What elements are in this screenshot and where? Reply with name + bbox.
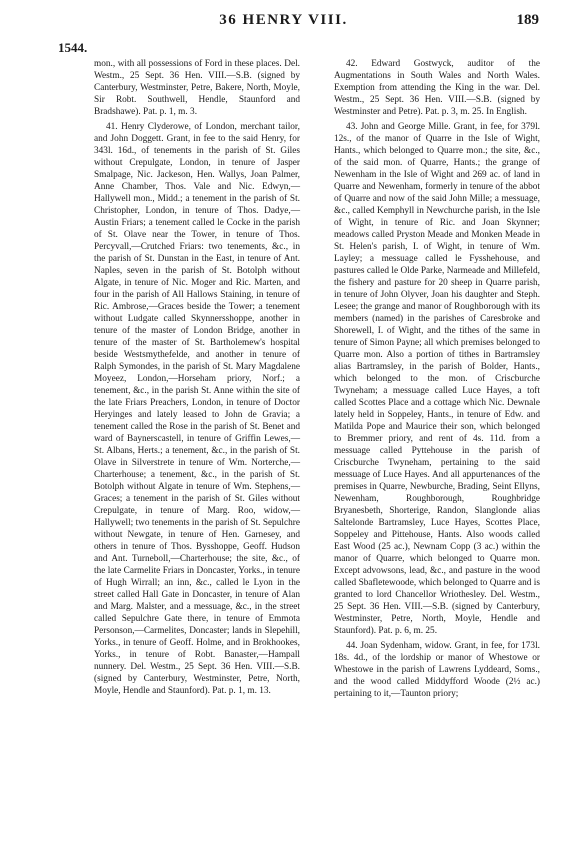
page-number: 189	[516, 12, 539, 28]
running-title: 36 HENRY VIII.	[219, 12, 348, 28]
entry-43: 43. John and George Mille. Grant, in fee, for 379l. 12s., of the manor of Quarre in the Isle of Wight, Hants., which belonged to Quarre mon.; the site, &c., of the said mon. of Quarre, Hants.; the grange of Newenham in the Isle of Wight and 269 ac. of land in Quarre and Newenham, formerly in tenure of the abbot of Quarre and now of the said John Mille; a messuage, &c., called Kemphyll in Newchurche parish, in the Isle of Wight, in tenure of Ric. and Joan Skynner; meadows called Pryston Meade and Monken Meade in St. Helen's parish, I. of Wight, in tenure of Wm. Layley; a messuage called le Fysshehouse, and pastures called le Olde Parke, Narmeade and Millefeld, the fishery and pasture for 20 sheep in Quarre parish, in tenure of John Olyver, Joan his daughter and Steph. Lesee; the grange and manor of Roughborough with its members (named) in the parishes of Caresbroke and Shorewell, I. of Wight, and the tithes of the same in tenure of Simon Payne; all which premises belonged to Quarre mon. Also a portion of tithes in Bartramsley alias Bartramsley, in the parish of Bolder, Hants., which belonged to the mon. of Criscburche Twyneham; a messuage called Luce Hayes, a toft called Scottes Place and a cottage which Nic. Dewnale lately held in Soppeley, Hants., in tenure of Edw. and Matilda Pope and Maurice their son, which belonged to Bremmer priory, and rent of 4s. 11d. from a messuage called Pyttehouse in the parish of Criscburche Twyneham, pertaining to the said messuage of Luce Hayes. And all appurtenances of the premises in Quarre, Newburche, Brading, Seint Ellyns, Newenham, Roughborough, Roughbridge Bryanesbeth, Shorterige, Randon, Slanglonde alias Saltelonde Bartramsley, Luce Hayes, Scottes Place, Soppeley and Pittehouse, Hants. Also woods called East Wood (25 ac.), Newnam Copp (3 ac.) within the manor of Quarre, which belonged to Quarre mon. Except advowsons, lead, &c., and pasture in the wood called Sbafletewoode, which belonged to Quarre and is granted to lord Chancellor Wriothesley. Del. Westm., 25 Sept. 36 Hen. VIII.—S.B. (signed by Canterbury, Westminster, Petre, North, Moyle, Hendle and Staunford). Pat. p. 6, m. 25.	[334, 122, 540, 636]
entry-41: 41. Henry Clyderowe, of London, merchant tailor, and John Doggett. Grant, in fee to the said Henry, for 343l. 16d., of tenements in the parish of St. Giles without Crepulgate, London, in tenure of Jasper Smalpage, Nic. Jackeson, Hen. Wallys, Joan Palmer, Anne Chamber, Thos. Vale and Nic. Edwyn,—Hallywell mon., Midd.; a tenement in the parish of St. Christopher, London, in tenure of Thos. Dadye,—Austin Friars; a tenement called le Cocke in the parish of St. Olave near the Tower, in tenure of Thos. Percyvall,—Crutched Friars: two tenements, &c., in the parish of St. Dunstan in the East, in tenure of Ant. Naples, seven in the parish of St. Botolph without Algate, in tenure of Nic. Moger and Ric. Marten, and four in the parish of All Hallows Staining, in tenure of Ric. Ambrose,—Graces beside the Tower; a tenement without Ludgate called Skynnersshoppe, another in tenure of the master of London Bridge, another in tenure of the master of St. Bartholemew's hospital beside Westsmythefelde, and another in tenure of Ralph Symondes, in the parish of St. Mary Magdalene Moyeez, London,—Horseham priory, Norf.; a tenement, &c., in the parish St. Anne within the site of the late Friars Preachers, London, in tenure of Doctor Heryinges and lately leased to John de Gravia; a tenement called the Rose in the parish of St. Benet and ward of Baynerscastell, in tenure of Griffin Lewes,—St. Albans, Herts.; a tenement, &c., in the parish of St. Olave in Silverstrete in tenure of Wm. Norterche,—Charterhouse; a tenement, &c., in the parish of St. Botolph without Algate in tenure of Wm. Stephens,—Graces; a tenement in the parish of St. Giles without Crepulgate, in tenure of Marg. Roo, widow,—Hallywell; two tenements in the parish of St. Sepulchre without Newgate, in tenure of Hen. Garnesey, and others in tenure of Thos. Bysshoppe, Geoff. Hudson and Ant. Turneboll,—Charterhouse; the site, &c., of the late Carmelite Friars in Doncaster, Yorks., in tenure of Hugh Wirrall; an inn, &c., called le Lyon in the street called Hall Gate in Doncaster, in tenure of Alan and Marg. Malster, and a messuage, &c., in the street called Sepulchre Gate there, in tenure of Emmota Personson,—Carmelites, Doncaster; lands in Slepehill, Yorks., in tenure of Geoff. Holme, and in Brokhookes, Yorks., in tenure of Robt. Banaster,—Hampall nunnery. Del. Westm., 25 Sept. 36 Hen. VIII.—S.B. (signed by Canterbury, Westminster, Petre, North, Moyle, Hendle and Staunford). Pat. p. 1, m. 13.	[94, 122, 300, 696]
right-column	[334, 58, 540, 703]
entry-continuation: mon., with all possessions of Ford in these places. Del. Westm., 25 Sept. 36 Hen. VIII.—S.B. (signed by Canterbury, Westminster, Petre, Bakere, North, Moyle, Sir Robt. Southwell, Hendle, Staunford and Bradshawe). Pat. p. 1, m. 3.	[94, 59, 300, 117]
running-header	[0, 12, 567, 34]
left-column	[94, 58, 300, 700]
entry-44: 44. Joan Sydenham, widow. Grant, in fee, for 173l. 18s. 4d., of the lordship or manor of Whestowe or Whestowe in the parish of Lawrens Lyddeard, Soms., and the wood called Middyfford Woode (2½ ac.) pertaining to it,—Taunton priory;	[334, 641, 540, 699]
entry-42: 42. Edward Gostwyck, auditor of the Augmentations in South Wales and North Wales. Exemption from attending the King in the war. Del. Westm., 25 Sept. 36 Hen. VIII.—S.B. (signed by Westminster and Petre). Pat. p. 3, m. 25. In English.	[334, 59, 540, 117]
year-marker: 1544.	[58, 40, 88, 55]
